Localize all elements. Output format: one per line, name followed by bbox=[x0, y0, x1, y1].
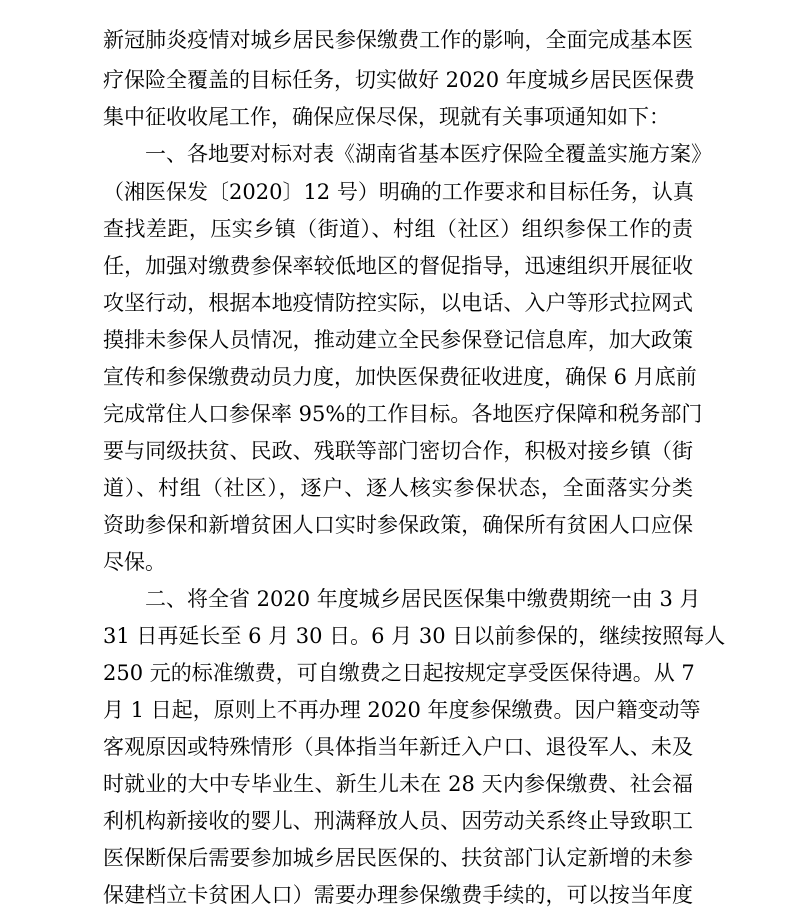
text-line: 资助参保和新增贫困人口实时参保政策，确保所有贫困人口应保 bbox=[103, 513, 693, 537]
text-line: 查找差距，压实乡镇（街道）、村组（社区）组织参保工作的责 bbox=[103, 217, 693, 241]
text-line: 疗保险全覆盖的目标任务，切实做好 2020 年度城乡居民医保费 bbox=[103, 68, 695, 92]
text-line: 攻坚行动，根据本地疫情防控实际，以电话、入户等形式拉网式 bbox=[103, 291, 693, 315]
text-line: 医保断保后需要参加城乡居民医保的、扶贫部门认定新增的未参 bbox=[103, 846, 693, 870]
text-line: 要与同级扶贫、民政、残联等部门密切合作，积极对接乡镇（街 bbox=[103, 439, 693, 463]
text-line: 任，加强对缴费参保率较低地区的督促指导，迅速组织开展征收 bbox=[103, 254, 693, 278]
text-line: 客观原因或特殊情形（具体指当年新迁入户口、退役军人、未及 bbox=[103, 735, 693, 759]
text-line: 月 1 日起，原则上不再办理 2020 年度参保缴费。因户籍变动等 bbox=[103, 698, 701, 722]
text-line: 摸排未参保人员情况，推动建立全民参保登记信息库，加大政策 bbox=[103, 328, 693, 352]
paragraph-2-start: 二、将全省 2020 年度城乡居民医保集中缴费期统一由 3 月 bbox=[103, 587, 701, 611]
text-line: 利机构新接收的婴儿、刑满释放人员、因劳动关系终止导致职工 bbox=[103, 809, 693, 833]
text-line: 宣传和参保缴费动员力度，加快医保费征收进度，确保 6 月底前 bbox=[103, 365, 697, 389]
text-line: 时就业的大中专毕业生、新生儿未在 28 天内参保缴费、社会福 bbox=[103, 772, 693, 796]
text-line: 尽保。 bbox=[103, 550, 166, 574]
text-line: （湘医保发〔2020〕12 号）明确的工作要求和目标任务，认真 bbox=[103, 180, 694, 204]
text-line: 集中征收收尾工作，确保应保尽保，现就有关事项通知如下： bbox=[103, 105, 670, 129]
text-line: 新冠肺炎疫情对城乡居民参保缴费工作的影响，全面完成基本医 bbox=[103, 28, 693, 52]
paragraph-1-start: 一、各地要对标对表《湖南省基本医疗保险全覆盖实施方案》 bbox=[103, 142, 712, 166]
text-line: 250 元的标准缴费，可自缴费之日起按规定享受医保待遇。从 7 bbox=[103, 661, 695, 685]
text-line: 完成常住人口参保率 95%的工作目标。各地医疗保障和税务部门 bbox=[103, 402, 703, 426]
text-line: 31 日再延长至 6 月 30 日。6 月 30 日以前参保的，继续按照每人 bbox=[103, 624, 726, 648]
text-line: 道）、村组（社区），逐户、逐人核实参保状态，全面落实分类 bbox=[103, 476, 693, 500]
text-line: 保建档立卡贫困人口）需要办理参保缴费手续的，可以按当年度 bbox=[103, 883, 693, 907]
